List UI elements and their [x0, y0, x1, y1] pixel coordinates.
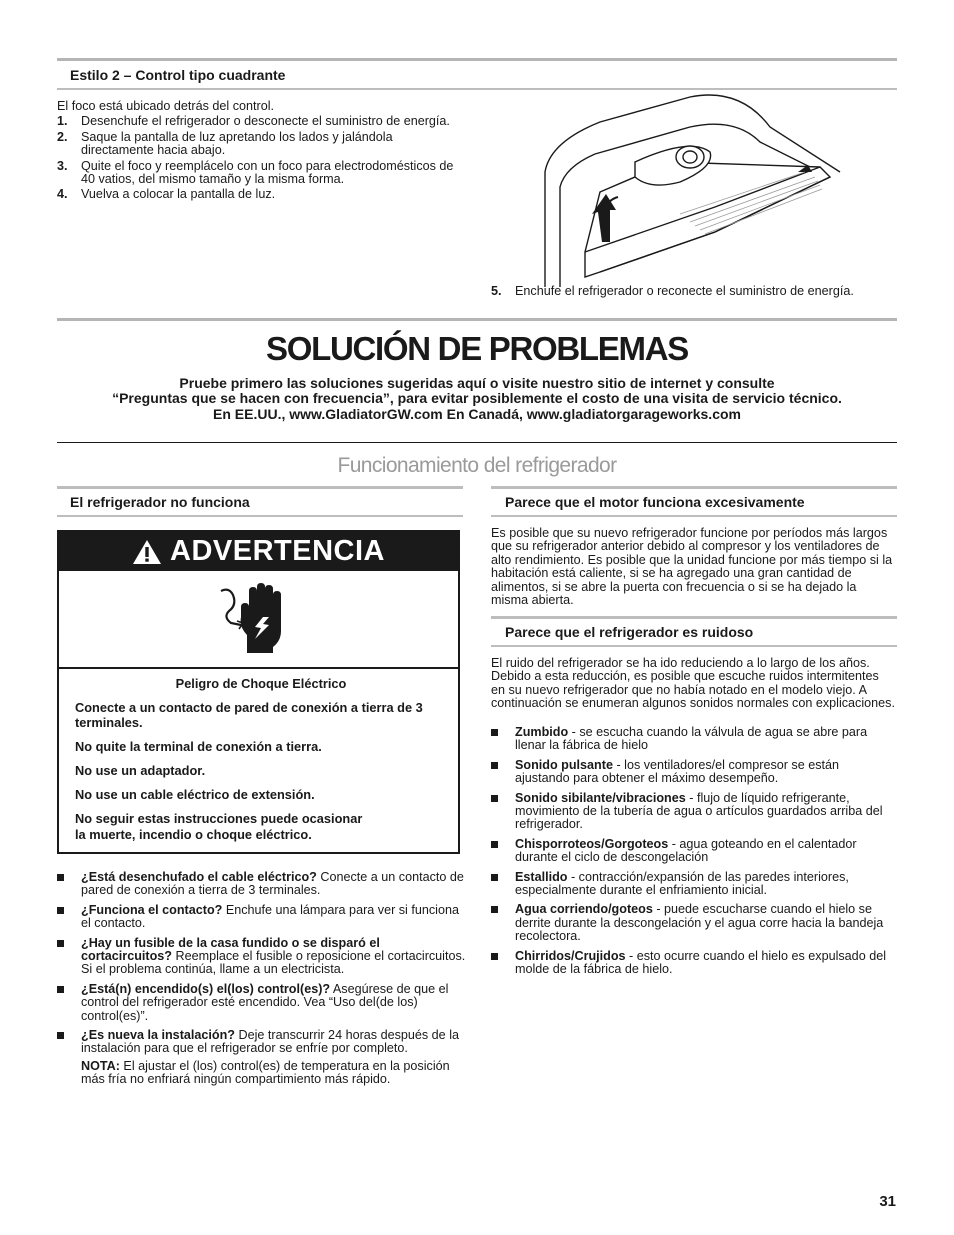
bullet-square-icon: [57, 874, 64, 881]
bullet-square-icon: [57, 986, 64, 993]
intro-line-3: En EE.UU., www.GladiatorGW.com En Canadá, www.gladiatorgarageworks.com: [213, 406, 741, 422]
left-heading: El refrigerador no funciona: [70, 494, 250, 510]
warning-line: No use un adaptador.: [75, 763, 206, 778]
bullet-square-icon: [491, 795, 498, 802]
list-item: Sonido pulsante - los ventiladores/el compresor se están ajustando para obtener el máximo desempeño.: [491, 759, 896, 786]
right-bullets: [491, 726, 896, 983]
light-shield-illustration: [540, 92, 860, 287]
list-item: ¿Hay un fusible de la casa fundido o se disparó el cortacircuitos? Reemplace el fusible o reposicione el cortacircuitos. Si el problema continúa, llame a un electricista.: [57, 937, 467, 977]
page-number: 31: [879, 1193, 896, 1210]
warning-line: No use un cable eléctrico de extensión.: [75, 787, 315, 802]
section-subtitle: Funcionamiento del refrigerador: [337, 454, 617, 477]
bullet-square-icon: [57, 1032, 64, 1039]
right-heading-2: Parece que el refrigerador es ruidoso: [505, 624, 754, 640]
bullet-square-icon: [491, 906, 498, 913]
warning-box: [57, 530, 460, 854]
bullet-square-icon: [491, 953, 498, 960]
warning-title: ADVERTENCIA: [170, 535, 385, 567]
steps-list: [57, 115, 467, 201]
left-heading-underline: [57, 515, 463, 517]
bullet-square-icon: [491, 874, 498, 881]
noise-paragraph: El ruido del refrigerador se ha ido reduciendo a lo largo de los años. Debido a esta reducción, es posible que escuche ruidos intermitentes en su nuevo refrigerador que no había notado en el modelo viejo. A continuación se enumeran algunos sonidos normales con explicaciones.: [491, 656, 895, 711]
list-item: Sonido sibilante/vibraciones - flujo de líquido refrigerante, movimiento de la tubería de agua o artículos guardados arriba del refrigerador.: [491, 792, 896, 832]
right-heading2-underline: [491, 645, 897, 647]
list-item: Agua corriendo/goteos - puede escucharse cuando el hielo se derrite durante la descongelación y el agua corre hacia la bandeja recolectora.: [491, 903, 896, 943]
list-item: Chisporroteos/Gorgoteos - agua goteando en el calentador durante el ciclo de descongelación: [491, 838, 896, 865]
bulb-instructions: [57, 100, 467, 204]
list-item: ¿Es nueva la instalación? Deje transcurrir 24 horas después de la instalación para que el refrigerador se enfríe por completo.: [57, 1029, 467, 1056]
warning-triangle-icon: [132, 539, 162, 565]
sounds-list: [491, 726, 896, 977]
warning-consequence: No seguir estas instrucciones puede ocasionar la muerte, incendio o choque eléctrico.: [75, 811, 363, 842]
right-heading1-underline: [491, 515, 897, 517]
list-item: Chirridos/Crujidos - esto ocurre cuando el hielo es expulsado del molde de la fábrica de hielo.: [491, 950, 896, 977]
list-item: ¿Está(n) encendido(s) el(los) control(es)? Asegúrese de que el control del refrigerador esté encendido. Vea “Uso del(de los) control(es)”.: [57, 983, 467, 1023]
subtitle-rule: [57, 442, 897, 443]
bullet-square-icon: [491, 762, 498, 769]
section-heading-estilo2: Estilo 2 – Control tipo cuadrante: [70, 67, 286, 83]
right-heading-1: Parece que el motor funciona excesivamente: [505, 494, 805, 510]
bullet-square-icon: [491, 841, 498, 848]
step-item: 3. Quite el foco y reemplácelo con un foco para electrodomésticos de 40 vatios, del mismo tamaño y la misma forma.: [57, 158, 454, 187]
list-item: ¿Está desenchufado el cable eléctrico? Conecte a un contacto de pared de conexión a tierra de 3 terminales.: [57, 871, 467, 898]
step-5: 5. Enchufe el refrigerador o reconecte el suministro de energía.: [491, 284, 854, 298]
page-title: SOLUCIÓN DE PROBLEMAS: [266, 330, 688, 367]
intro-line-1: Pruebe primero las soluciones sugeridas aquí o visite nuestro sitio de internet y consulte: [179, 375, 775, 391]
warning-line: No quite la terminal de conexión a tierra.: [75, 739, 322, 754]
warning-body: [75, 676, 447, 852]
bullet-square-icon: [491, 729, 498, 736]
title-rule: [57, 318, 897, 321]
step-item: 2. Saque la pantalla de luz apretando los lados y jalándola directamente hacia abajo.: [57, 129, 393, 158]
check-list: [57, 871, 467, 1056]
bullet-square-icon: [57, 940, 64, 947]
warning-icon-area: [59, 571, 458, 669]
bullet-square-icon: [57, 907, 64, 914]
left-bullets: [57, 871, 467, 1087]
heading-underline: [57, 88, 897, 90]
intro-text: El foco está ubicado detrás del control.: [57, 99, 275, 113]
step-item: 4. Vuelva a colocar la pantalla de luz.: [57, 187, 276, 202]
motor-paragraph: Es posible que su nuevo refrigerador funcione por períodos más largos que su refrigerador anterior debido al compresor y los ventiladores de alto rendimiento. Es posible que la unidad funcione por más tiempo si la habitación está caliente, si se ha agregado una gran cantidad de alimentos, si se abre la puerta con frecuencia o si se ha dejado la misma abierta.: [491, 526, 893, 608]
warning-header: [59, 532, 458, 571]
right-heading2-top-rule: [491, 616, 897, 619]
intro-line-2: “Preguntas que se hacen con frecuencia”, para evitar posiblemente el costo de una visita de servicio técnico.: [112, 390, 842, 406]
right-heading1-top-rule: [491, 486, 897, 489]
list-item: Estallido - contracción/expansión de las paredes interiores, especialmente durante el enfriamiento inicial.: [491, 871, 896, 898]
warning-line: Conecte a un contacto de pared de conexión a tierra de 3 terminales.: [75, 700, 423, 730]
list-item: ¿Funciona el contacto? Enchufe una lámpara para ver si funciona el contacto.: [57, 904, 467, 931]
step-item: 1. Desenchufe el refrigerador o desconecte el suministro de energía.: [57, 114, 450, 129]
top-rule: [57, 58, 897, 61]
list-item: Zumbido - se escucha cuando la válvula de agua se abre para llenar la fábrica de hielo: [491, 726, 896, 753]
note: NOTA: El ajustar el (los) control(es) de temperatura en la posición más fría no enfriará ningún compartimiento más rápido.: [81, 1058, 450, 1087]
left-heading-top-rule: [57, 486, 463, 489]
electric-shock-hand-icon: [219, 583, 287, 655]
hazard-type: Peligro de Choque Eléctrico: [175, 676, 347, 691]
